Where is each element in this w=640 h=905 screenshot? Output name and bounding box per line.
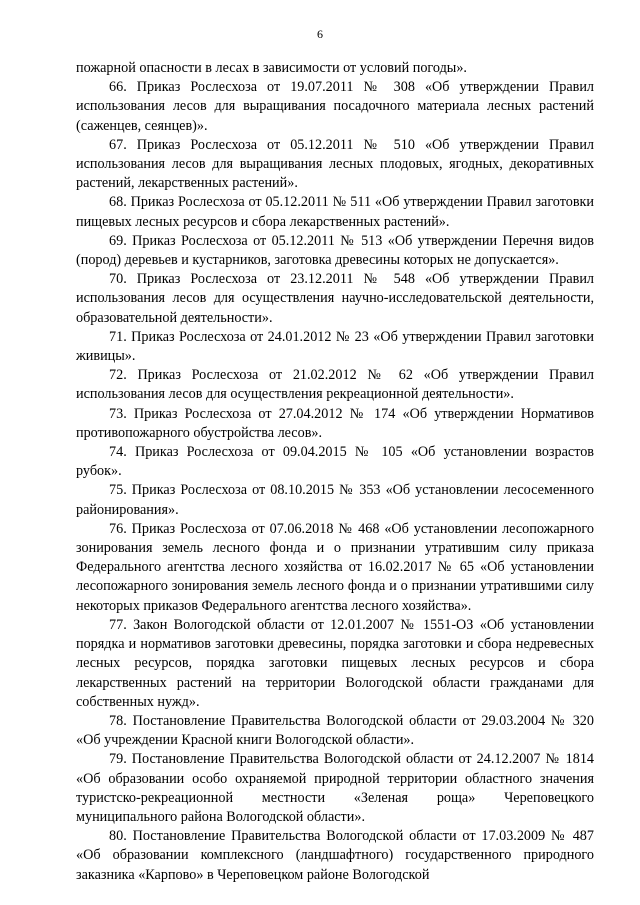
list-item-number: 71. <box>109 328 127 345</box>
list-item-number: 70. <box>109 271 127 288</box>
list-item-text: Приказ Рослесхоза от 09.04.2015 № 105 «Об установлении возрастов рубок». <box>76 444 595 480</box>
list-item-text: Постановление Правительства Вологодской области от 24.12.2007 № 1814 «Об образовании особо охраняемой природной территории областного значения туристско-рекреационной местности «Зеленая роща» Череповецкого муниципального района Вологодской области». <box>76 751 595 825</box>
list-item-text: Приказ Рослесхоза от 07.06.2018 № 468 «Об установлении лесопожарного зонирования земель лесного фонда и о признании утратившим силу приказа Федерального агентства лесного хозяйства от 16.02.2017 № 65 «Об установлении лесопожарного зонирования земель лесного фонда и о признании утратившими силу некоторых приказов Федерального агентства лесного хозяйства». <box>76 520 594 614</box>
list-item-number: 69. <box>109 232 127 249</box>
list-item-number: 68. <box>109 194 127 211</box>
list-item-continuation <box>76 59 594 78</box>
list-item <box>76 193 594 231</box>
list-item-text: Закон Вологодской области от 12.01.2007 № 1551-ОЗ «Об установлении порядка и нормативов заготовки древесины, порядка заготовки и сбора недревесных лесных ресурсов, порядка заготовки пищевых лесных ресурсов и сбора лекарственных растений на территории Вологодской области гражданами для собственных нужд». <box>76 616 595 710</box>
list-item <box>76 270 594 328</box>
list-item-number: 66. <box>109 79 127 96</box>
list-item-number: 72. <box>109 367 127 384</box>
list-item-text: Приказ Рослесхоза от 21.02.2012 № 62 «Об утверждении Правил использования лесов для осуществления рекреационной деятельности». <box>76 367 594 403</box>
list-item <box>76 712 594 750</box>
list-item <box>76 827 594 885</box>
list-item <box>76 481 594 519</box>
list-item <box>76 78 594 136</box>
list-item-text: Приказ Рослесхоза от 27.04.2012 № 174 «Об утверждении Нормативов противопожарного обустройства лесов». <box>76 405 594 441</box>
document-body <box>76 59 594 885</box>
page-number: 6 <box>317 27 323 41</box>
list-item-text: Приказ Рослесхоза от 24.01.2012 № 23 «Об утверждении Правил заготовки живицы». <box>76 328 594 365</box>
list-item-number: 78. <box>109 712 127 729</box>
list-item-number: 67. <box>109 136 127 153</box>
list-item-number: 76. <box>109 520 127 537</box>
list-item-text: Приказ Рослесхоза от 08.10.2015 № 353 «Об установлении лесосеменного районирования». <box>76 482 595 518</box>
list-item-number: 80. <box>109 828 127 845</box>
list-item-text: Приказ Рослесхоза от 05.12.2011 № 510 «Об утверждении Правил использования лесов для выращивания лесных плодовых, ягодных, декоративных растений, лекарственных растений». <box>76 136 594 192</box>
list-item-number: 77. <box>109 616 127 633</box>
list-item <box>76 616 594 712</box>
list-item-number: 74. <box>109 444 127 461</box>
list-item <box>76 328 594 366</box>
list-item <box>76 443 594 481</box>
list-item-text: Приказ Рослесхоза от 19.07.2011 № 308 «Об утверждении Правил использования лесов для выращивания посадочного материала лесных растений (саженцев, сеянцев)». <box>76 79 594 134</box>
list-item-number: 73. <box>109 405 127 422</box>
list-item-text: Приказ Рослесхоза от 05.12.2011 № 511 «Об утверждении Правил заготовки пищевых лесных ресурсов и сбора лекарственных растений». <box>76 194 595 230</box>
list-item-text: пожарной опасности в лесах в зависимости от условий погоды». <box>76 60 467 76</box>
list-item-number: 79. <box>109 751 127 768</box>
list-item <box>76 366 594 404</box>
list-item <box>76 405 594 443</box>
list-item <box>76 136 594 194</box>
list-item-text: Приказ Рослесхоза от 05.12.2011 № 513 «Об утверждении Перечня видов (пород) деревьев и кустарников, заготовка древесины которых не допускается». <box>76 232 594 269</box>
list-item <box>76 232 594 270</box>
list-item-text: Постановление Правительства Вологодской области от 29.03.2004 № 320 «Об учреждении Красной книги Вологодской области». <box>76 712 594 749</box>
list-item-text: Приказ Рослесхоза от 23.12.2011 № 548 «Об утверждении Правил использования лесов для осуществления научно-исследовательской деятельности, образовательной деятельности». <box>76 271 594 326</box>
list-item <box>76 750 594 827</box>
list-item <box>76 520 594 616</box>
list-item-text: Постановление Правительства Вологодской области от 17.03.2009 № 487 «Об образовании комплексного (ландшафтного) государственного природного заказника «Карпово» в Череповецком районе Вологодской <box>76 828 594 883</box>
list-item-number: 75. <box>109 482 127 499</box>
